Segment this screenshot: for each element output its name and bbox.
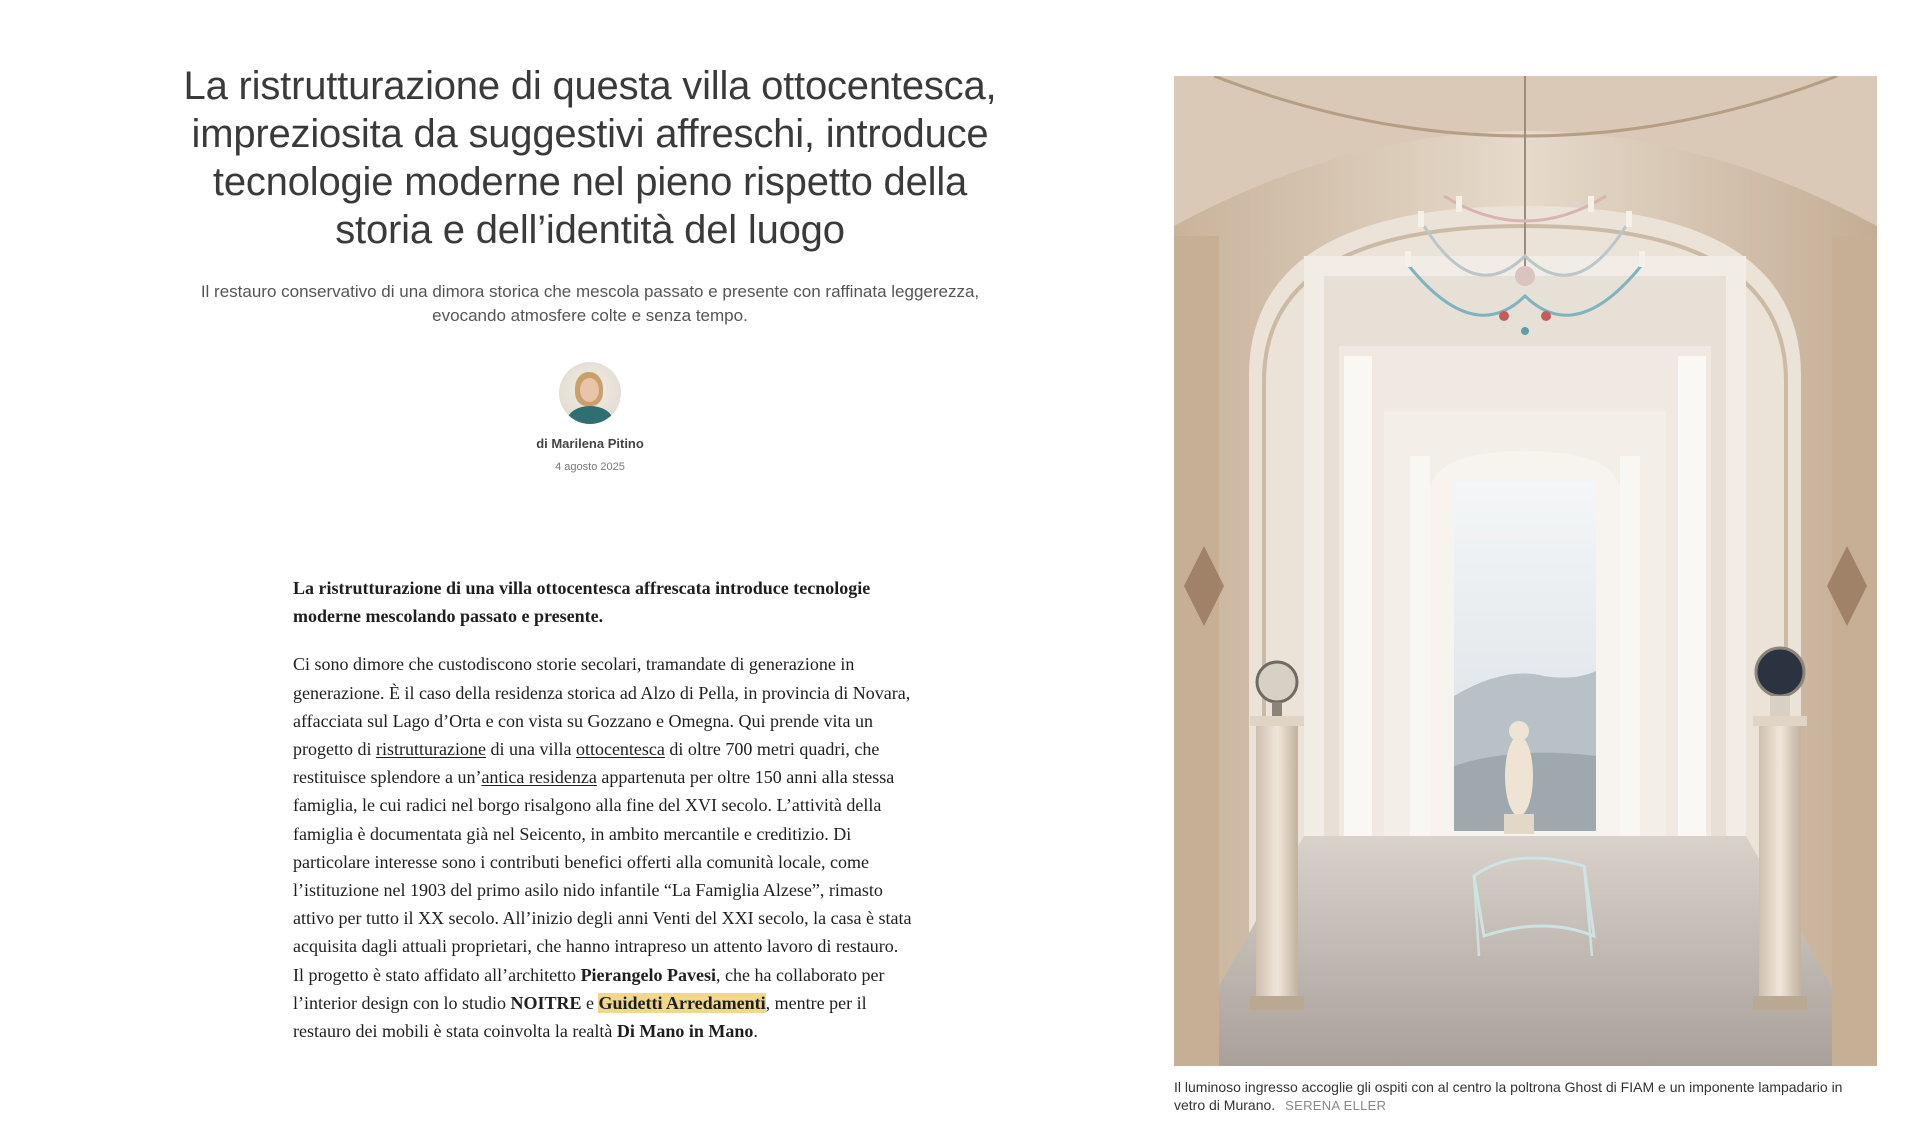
article-headline: La ristrutturazione di questa villa ottocentesca, impreziosita da suggestivi affreschi, introduce tecnologie moderne nel pieno rispetto della storia e dell’identità del luogo [183, 64, 997, 252]
author-name[interactable]: di Marilena Pitino [536, 436, 644, 451]
figure-caption [1174, 1078, 1877, 1115]
link-ristrutturazione[interactable]: ristrutturazione [376, 739, 486, 760]
architect-name: Pierangelo Pavesi [580, 964, 717, 985]
author-block [180, 362, 1000, 473]
hallway-photo[interactable] [1174, 76, 1877, 1066]
article-body [293, 574, 913, 1045]
studio-name: NOITRE [510, 992, 582, 1013]
body-text: . [753, 1021, 758, 1042]
article-lead: La ristrutturazione di una villa ottocentesca affrescata introduce tecnologie moderne mescolando passato e presente. [293, 578, 871, 627]
highlighted-brand[interactable]: Guidetti Arredamenti [598, 992, 766, 1013]
article-figure [1174, 76, 1877, 1115]
author-avatar[interactable] [559, 362, 621, 424]
caption-text: Il luminoso ingresso accoglie gli ospiti con al centro la poltrona Ghost di FIAM e un imponente lampadario in vetro di Murano. [1174, 1079, 1843, 1113]
body-text: , che ha collaborato per l’interior design con lo studio [293, 964, 885, 1013]
body-text: Ci sono dimore che custodiscono storie secolari, tramandate di generazione in generazione. È il caso della residenza storica ad Alzo di Pella, in provincia di Novara, affacciata sul Lago d’Orta e con vista su Gozzano e Omegna. Qui prende vita un progetto di [293, 654, 911, 760]
avatar-face [580, 378, 599, 402]
body-text: e [581, 992, 599, 1013]
avatar-shoulders [567, 406, 613, 424]
link-ottocentesca[interactable]: ottocentesca [575, 739, 665, 760]
publish-date: 4 agosto 2025 [555, 461, 625, 473]
body-text: , mentre per il restauro dei mobili è stata coinvolta la realtà [293, 992, 867, 1042]
body-text: appartenuta per oltre 150 anni alla stessa famiglia, le cui radici nel borgo risalgono alla fine del XVI secolo. L’attività della famiglia è documentata già nel Seicento, in ambito mercantile e creditizio. Di particolare interesse sono i contributi benefici offerti alla comunità locale, come l’istituzione nel 1903 del primo asilo nido infantile “La Famiglia Alzese”, rimasto attivo per tutto il XX secolo. All’inizio degli anni Venti del XXI secolo, la casa è stata acquisita dagli attuali proprietari, che hanno intrapreso un attento lavoro di restauro. Il progetto è stato affidato all’architetto [293, 767, 912, 985]
article-paragraph [293, 650, 913, 1045]
link-antica-residenza[interactable]: antica residenza [481, 767, 597, 788]
article-subtitle: Il restauro conservativo di una dimora storica che mescola passato e presente con raffinata leggerezza, evocando atmosfere colte e senza tempo. [200, 282, 980, 325]
article-header [180, 62, 1000, 473]
photo-credit: SERENA ELLER [1285, 1098, 1387, 1113]
restorer-name: Di Mano in Mano [616, 1021, 754, 1042]
body-text: di una villa [485, 739, 576, 760]
body-text: di oltre 700 metri quadri, che restituisce splendore a un’ [293, 739, 880, 788]
